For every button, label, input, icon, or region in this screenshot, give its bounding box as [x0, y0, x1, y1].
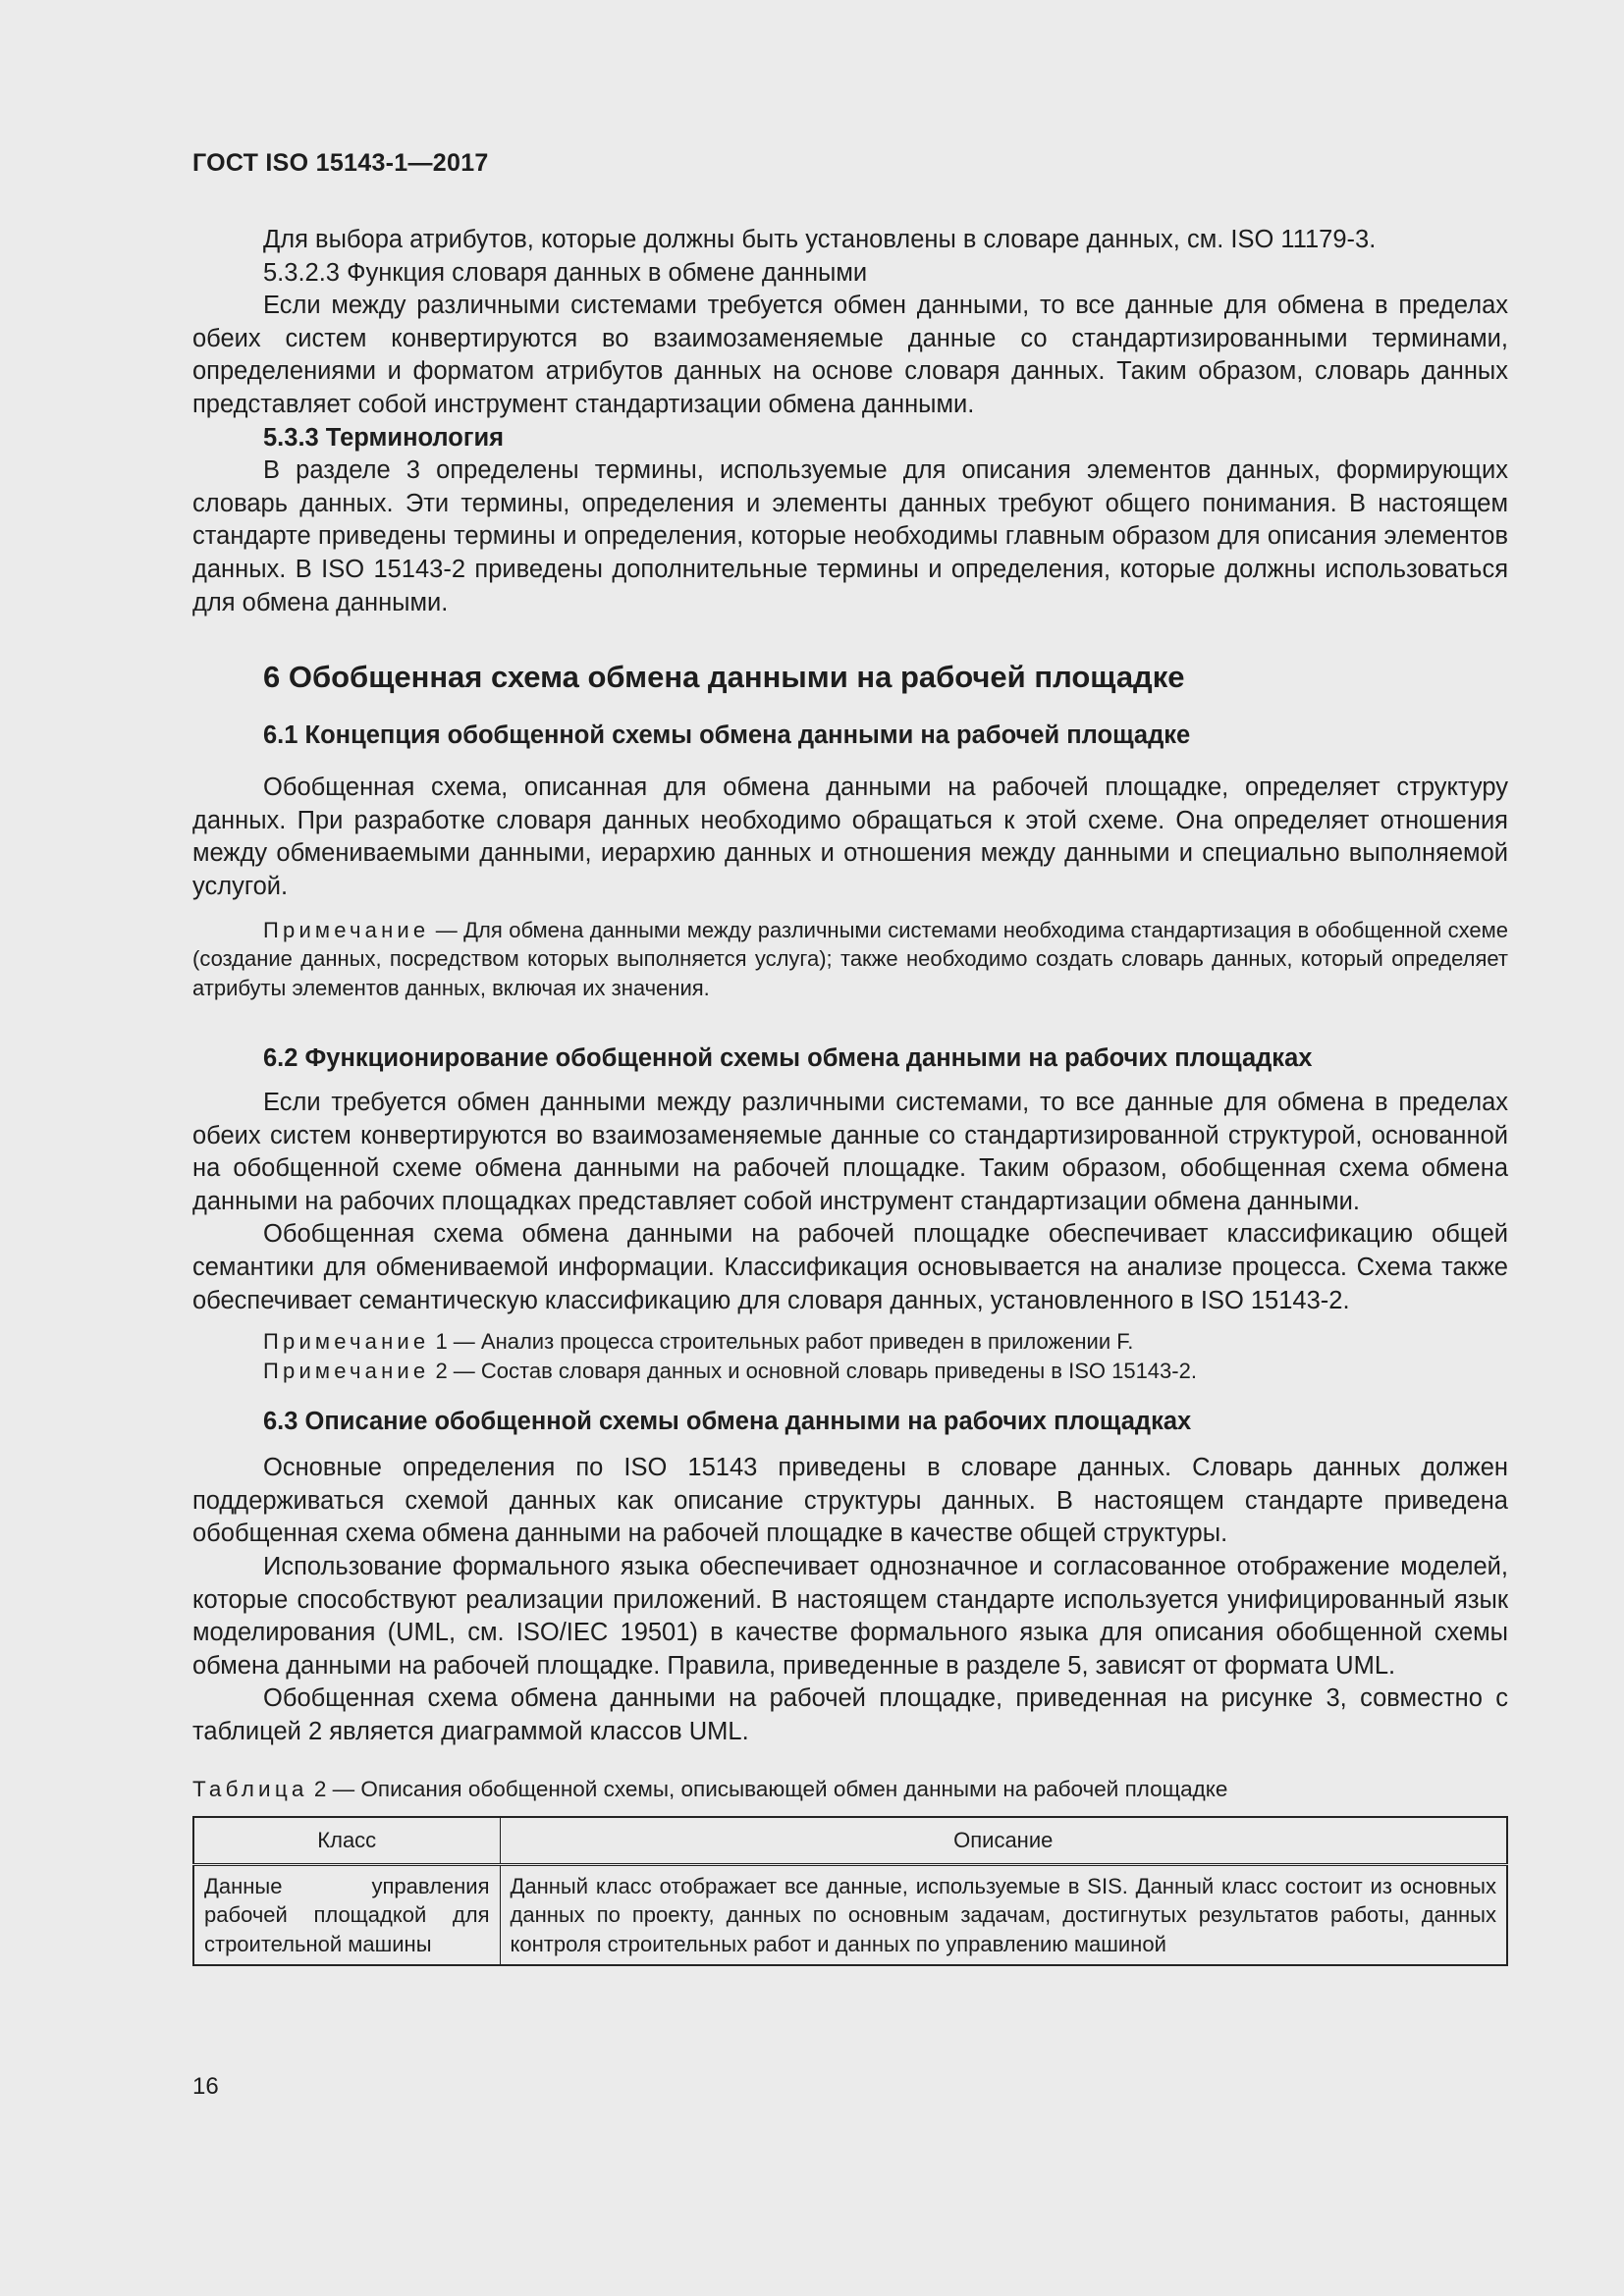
subsection-heading: 6.2 Функционирование обобщенной схемы обмена данными на рабочих площадках — [263, 1044, 1313, 1072]
note-label: Примечание — [263, 1358, 430, 1383]
column-header: Описание — [500, 1817, 1507, 1865]
paragraph: Обобщенная схема обмена данными на рабочей площадке обеспечивает классификацию общей семантики для обмениваемой информации. Классификация основывается на анализе процесса. Схема также обеспечивает семантическую классификацию для словаря данных, установленного в ISO 15143-2. — [192, 1220, 1508, 1314]
table-cell-class: Данные управления рабочей площадкой для строительной машины — [193, 1864, 500, 1965]
note — [192, 916, 1508, 1003]
paragraph: 5.3.2.3 Функция словаря данных в обмене данными — [263, 258, 868, 287]
table-caption-text: 2 — Описания обобщенной схемы, описывающей обмен данными на рабочей площадке — [307, 1776, 1228, 1801]
paragraph: В разделе 3 определены термины, используемые для описания элементов данных, формирующих словарь данных. Эти термины, определения и элементы данных требуют общего понимания. В настоящем стандарте приведены термины и определения, которые необходимы главным образом для описания элементов данных. В ISO 15143-2 приведены дополнительные термины и определения, которые должны использоваться для обмена данными. — [192, 456, 1508, 616]
table-caption-label: Таблица — [192, 1776, 308, 1801]
subsection-heading: 6.1 Концепция обобщенной схемы обмена данными на рабочей площадке — [263, 721, 1191, 750]
paragraph: Если между различными системами требуется обмен данными, то все данные для обмена в пределах обеих систем конвертируются во взаимозаменяемые данные со стандартизированными терминами, определениями и форматом атрибутов данных на основе словаря данных. Таким образом, словарь данных представляет собой инструмент стандартизации обмена данными. — [192, 292, 1508, 418]
note-label: Примечание — [263, 917, 430, 942]
paragraph: Основные определения по ISO 15143 приведены в словаре данных. Словарь данных должен поддерживаться схемой данных как описание структуры данных. В настоящем стандарте приведена обобщенная схема обмена данными на рабочей площадке в качестве общей структуры. — [192, 1454, 1508, 1548]
column-header: Класс — [193, 1817, 500, 1865]
table-caption — [192, 1775, 1508, 1804]
paragraph: Если требуется обмен данными между различными системами, то все данные для обмена в пределах обеих систем конвертируются во взаимозаменяемые данные со стандартизированной структурой, основанной на обобщенной схеме обмена данными на рабочей площадке. Таким образом, обобщенная схема обмена данными на рабочих площадках представляет собой инструмент стандартизации обмена данными. — [192, 1089, 1508, 1215]
table-row — [193, 1864, 1507, 1965]
section-heading: 6 Обобщенная схема обмена данными на рабочей площадке — [263, 660, 1185, 695]
table-cell-description: Данный класс отображает все данные, используемые в SIS. Данный класс состоит из основных данных по проекту, данных по основным задачам, достигнутых результатов работы, данных контроля строительных работ и данных по управлению машиной — [500, 1864, 1507, 1965]
subsection-heading: 5.3.3 Терминология — [263, 423, 505, 452]
note — [192, 1357, 1508, 1386]
paragraph: Использование формального языка обеспечивает однозначное и согласованное отображение моделей, которые способствуют реализации приложений. В настоящем стандарте используется унифицированный язык моделирования (UML, см. ISO/IEC 19501) в качестве формального языка для описания обобщенной схемы обмена данными на рабочей площадке. Правила, приведенные в разделе 5, зависят от формата UML. — [192, 1552, 1508, 1680]
note-text: — Для обмена данными между различными системами необходима стандартизация в обобщенной схеме (создание данных, посредством которых выполняется услуга); также необходимо создать словарь данных, который определяет атрибуты элементов данных, включая их значения. — [192, 917, 1508, 1000]
paragraph: Обобщенная схема обмена данными на рабочей площадке, приведенная на рисунке 3, совместно с таблицей 2 является диаграммой классов UML. — [192, 1684, 1508, 1745]
note-text: 2 — Состав словаря данных и основной словарь приведены в ISO 15143-2. — [429, 1358, 1197, 1383]
note-label: Примечание — [263, 1329, 430, 1355]
note — [192, 1327, 1508, 1357]
paragraph: Для выбора атрибутов, которые должны быть установлены в словаре данных, см. ISO 11179-3. — [263, 226, 1377, 253]
note-text: 1 — Анализ процесса строительных работ приведен в приложении F. — [429, 1329, 1134, 1355]
subsection-heading: 6.3 Описание обобщенной схемы обмена данными на рабочих площадках — [263, 1408, 1192, 1436]
page-number: 16 — [192, 2073, 219, 2100]
paragraph: Обобщенная схема, описанная для обмена данными на рабочей площадке, определяет структуру данных. При разработке словаря данных необходимо обращаться к этой схеме. Она определяет отношения между обмениваемыми данными, иерархию данных и отношения между данными и специально выполняемой услугой. — [192, 774, 1508, 900]
table-header-row — [193, 1817, 1507, 1865]
description-table — [192, 1816, 1508, 1967]
document-header: ГОСТ ISO 15143-1—2017 — [192, 149, 489, 177]
document-body — [192, 224, 1508, 1966]
